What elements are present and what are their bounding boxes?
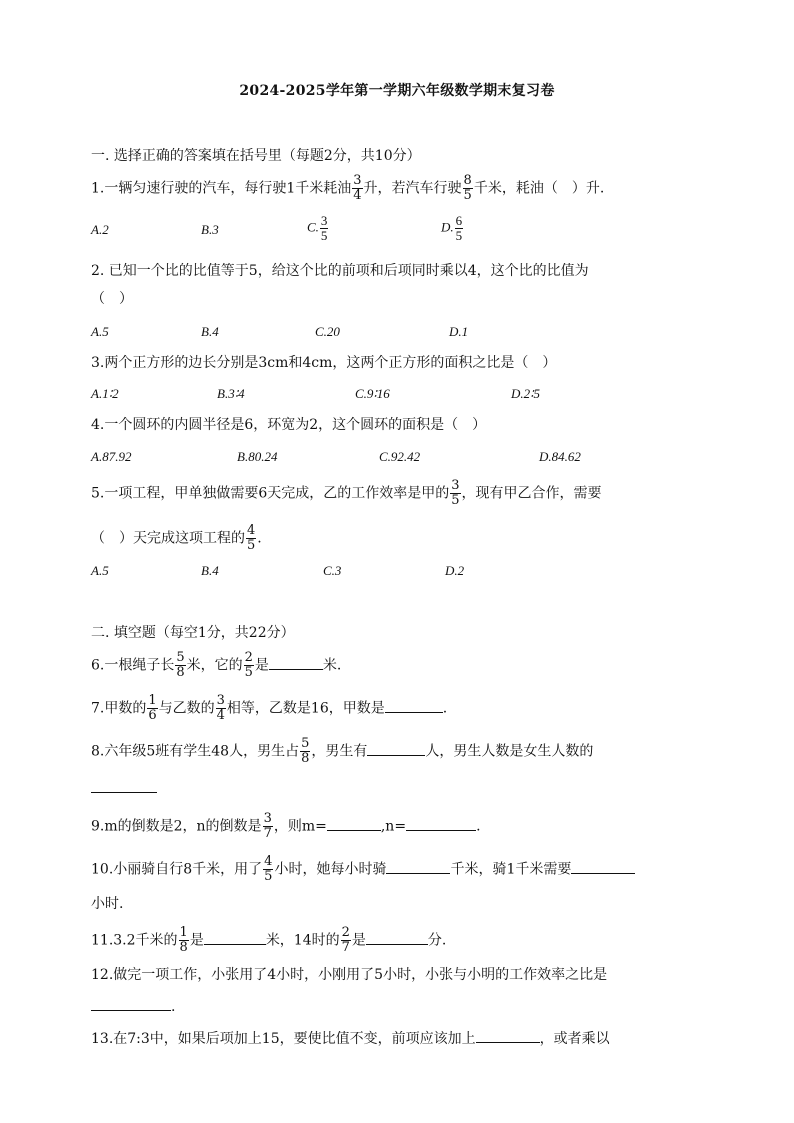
- fraction: $\frac{3}{4}$: [353, 173, 362, 203]
- question-2-bracket: （ ）: [91, 291, 133, 307]
- question-10: 10.小丽骑自行8千米，用了 $\frac{4}{5}$ 小时，她每小时骑 千米，骑1千米需要: [91, 855, 711, 884]
- option-b: B.3: [201, 222, 219, 237]
- question-8: 8.六年级5班有学生48人，男生占 $\frac{5}{8}$ ，男生有 人，男生人数是女生人数的: [91, 736, 594, 766]
- option-d: D.2∶5: [511, 386, 541, 401]
- answer-blank[interactable]: [386, 859, 450, 874]
- option-c: C.9∶16: [355, 386, 390, 401]
- answer-blank[interactable]: [385, 698, 443, 713]
- option-b: B.3∶4: [217, 386, 245, 401]
- option-d: D.1: [449, 324, 469, 339]
- option-a: A.2: [91, 222, 109, 237]
- option-c: C.3: [323, 563, 342, 578]
- option-b: B.4: [201, 563, 219, 578]
- option-c: C.20: [315, 324, 340, 339]
- option-a: A.5: [91, 324, 109, 339]
- section1-heading: 一. 选择正确的答案填在括号里（每题2分，共10分）: [91, 148, 421, 164]
- answer-blank[interactable]: [366, 930, 428, 945]
- answer-blank[interactable]: [204, 930, 266, 945]
- question-12-cont: .: [91, 996, 711, 1018]
- question-13: 13.在7:3中，如果后项加上15，要使比值不变，前项应该加上 ，或者乘以: [91, 1028, 711, 1050]
- question-12: 12.做完一项工作，小张用了4小时，小刚用了5小时，小张与小明的工作效率之比是: [91, 967, 608, 983]
- answer-blank[interactable]: [571, 859, 635, 874]
- question-5-cont: （ ）天完成这项工程的 $\frac{4}{5}$ .: [91, 523, 262, 553]
- answer-blank[interactable]: [91, 778, 157, 793]
- option-a: A.1∶2: [91, 386, 119, 401]
- option-a: A.87.92: [91, 449, 132, 464]
- answer-blank[interactable]: [91, 996, 171, 1011]
- option-d: D.84.62: [539, 449, 581, 464]
- option-d: D. $\frac{6}{5}$: [441, 213, 463, 243]
- answer-blank[interactable]: [406, 816, 476, 831]
- question-9: 9.m的倒数是2，n的倒数是 $\frac{3}{7}$ ，则m= ,n= .: [91, 811, 481, 841]
- option-b: B.4: [201, 324, 219, 339]
- fraction: $\frac{3}{5}$: [451, 478, 460, 508]
- option-c: C. $\frac{3}{5}$: [307, 213, 328, 243]
- question-1: 1.一辆匀速行驶的汽车，每行驶1千米耗油 $\frac{3}{4}$ 升，若汽车行驶 $\frac{8}{5}$ 千米，耗油（ ）升.: [91, 173, 605, 203]
- question-2: 2. 已知一个比的比值等于5，给这个比的前项和后项同时乘以4，这个比的比值为: [91, 263, 589, 279]
- fraction: $\frac{4}{5}$: [247, 523, 256, 553]
- option-b: B.80.24: [237, 449, 278, 464]
- question-3: 3.两个正方形的边长分别是3cm和4cm，这两个正方形的面积之比是（ ）: [91, 355, 557, 371]
- option-d: D.2: [445, 563, 465, 578]
- answer-blank[interactable]: [367, 741, 425, 756]
- answer-blank[interactable]: [269, 655, 323, 670]
- section2-heading: 二. 填空题（每空1分，共22分）: [91, 625, 295, 641]
- answer-blank[interactable]: [476, 1028, 540, 1043]
- question-5: 5.一项工程，甲单独做需要6天完成，乙的工作效率是甲的 $\frac{3}{5}$ ，现有甲乙合作，需要: [91, 478, 602, 508]
- question-4: 4.一个圆环的内圆半径是6，环宽为2，这个圆环的面积是（ ）: [91, 417, 487, 433]
- question-8-cont: [91, 778, 711, 800]
- question-11: 11.3.2千米的 $\frac{1}{8}$ 是 米，14时的 $\frac{2}{7}$ 是 分.: [91, 925, 447, 955]
- option-c: C.92.42: [379, 449, 421, 464]
- option-a: A.5: [91, 563, 109, 578]
- question-6: 6.一根绳子长 $\frac{5}{8}$ 米，它的 $\frac{2}{5}$ 是 米.: [91, 650, 342, 680]
- page-title: 2024-2025学年第一学期六年级数学期末复习卷: [239, 83, 555, 99]
- fraction: $\frac{8}{5}$: [463, 173, 472, 203]
- answer-blank[interactable]: [327, 816, 381, 831]
- question-7: 7.甲数的 $\frac{1}{6}$ 与乙数的 $\frac{3}{4}$ 相等，乙数是16，甲数是 .: [91, 693, 448, 723]
- question-10-cont: 小时.: [91, 896, 124, 912]
